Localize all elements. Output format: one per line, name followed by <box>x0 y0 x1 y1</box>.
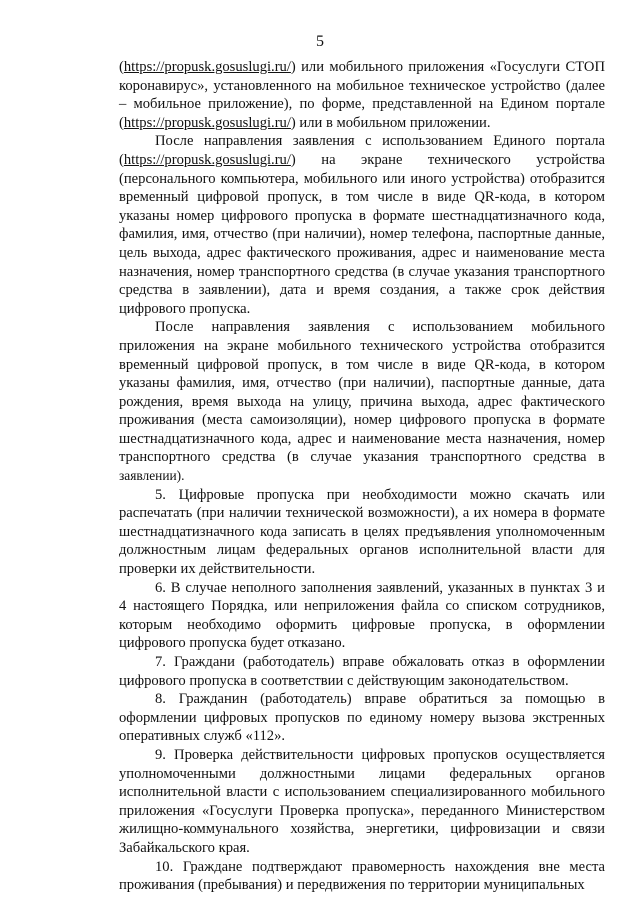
text-line: заявлении). <box>119 468 185 484</box>
text-line: цифрового пропуска. <box>119 300 251 317</box>
paragraph <box>119 318 605 485</box>
text-line: цель выхода, адрес фактического проживания, адрес и наименование места <box>119 244 605 261</box>
text-line: (https://propusk.gosuslugi.ru/) или в мобильном приложении. <box>119 114 491 131</box>
text-line: распечатать (при наличии технической возможности), а их номера в формате <box>119 505 605 522</box>
text-line: После направления заявления с использованием мобильного <box>155 319 605 336</box>
text-line: – мобильное приложение), по форме, представленной на Едином портале <box>119 96 605 113</box>
text-line: 7. Граждани (работодатель) вправе обжаловать отказ в оформлении <box>155 654 605 670</box>
paragraph <box>119 579 605 653</box>
text-line: должностным лицам федеральных органов исполнительной власти для <box>119 542 605 559</box>
page-number: 5 <box>316 33 324 50</box>
text-line: назначения, номер транспортного средства (в случае указания транспортного <box>119 263 605 280</box>
text-line: 5. Цифровые пропуска при необходимости можно скачать или <box>155 486 605 503</box>
paragraph <box>119 58 605 132</box>
text-line: (https://propusk.gosuslugi.ru/) или мобильного приложения «Госуслуги СТОП <box>119 59 605 75</box>
paragraph <box>119 690 605 746</box>
text-line: рождения, время выхода на улицу, причина выхода, адрес фактического <box>119 393 605 410</box>
text-line: транспортного средства (в случае указания транспортного средства в <box>119 449 605 466</box>
text-line: указаны фамилия, имя, отчество (при наличии), паспортные данные, дата <box>119 375 605 392</box>
text-line: проверки их действительности. <box>119 561 316 578</box>
paragraph <box>119 653 605 690</box>
text-line: которым необходимо оформить цифровые пропуска, в оформлении <box>119 616 605 633</box>
text-line: 10. Граждане подтверждают правомерность нахождения вне места <box>155 858 605 875</box>
gosuslugi-link[interactable]: https://propusk.gosuslugi.ru/ <box>123 151 291 168</box>
paragraph <box>119 746 605 858</box>
text-line: 9. Проверка действительности цифровых пропусков осуществляется <box>155 746 605 763</box>
text-line: средства в заявлении), дата и время создания, а также срок действия <box>119 282 605 299</box>
gosuslugi-link[interactable]: https://propusk.gosuslugi.ru/ <box>123 114 291 131</box>
text-line: (https://propusk.gosuslugi.ru/) на экране технического устройства <box>119 151 605 168</box>
text-line: 4 настоящего Порядка, или неприложения файла со списком сотрудников, <box>119 598 605 615</box>
text-line: шестнадцатизначного кода записать в целях предъявления уполномоченным <box>119 523 605 540</box>
document-body <box>119 58 605 895</box>
text-line: временный цифровой пропуск, в том числе в виде QR-кода, в котором <box>119 189 605 206</box>
text-line: оперативных служб «112». <box>119 728 286 745</box>
text-line: жилищно-коммунального хозяйства, энергетики, цифровизации и связи <box>119 821 605 838</box>
text-line: оформлении цифровых пропусков по единому номеру вызова экстренных <box>119 709 605 726</box>
paragraph <box>119 486 605 579</box>
text-line: уполномоченными должностными лицами федеральных органов <box>119 765 605 782</box>
text-line: (персонального компьютера, мобильного или иного устройства) отобразится <box>119 170 605 187</box>
text-line: фамилия, имя, отчество (при наличии), номер телефона, паспортные данные, <box>119 226 605 243</box>
text-line: указаны номер цифрового пропуска в формате шестнадцатизначного кода, <box>119 207 605 224</box>
text-line: приложения на экране мобильного технического устройства отобразится <box>119 337 605 354</box>
text-line: 6. В случае неполного заполнения заявлений, указанных в пунктах 3 и <box>155 579 605 596</box>
paragraph <box>119 132 605 318</box>
text-line: После направления заявления с использованием Единого портала <box>155 133 605 150</box>
text-line: временный цифровой пропуск, в том числе в виде QR-кода, в котором <box>119 356 605 373</box>
text-line: приложения «Госуслуги Проверка пропуска», переданного Министерством <box>119 802 605 819</box>
text-line: цифрового пропуска в соответствии с действующим законодательством. <box>119 672 569 689</box>
text-line: проживания (пребывания) и передвижения по территории муниципальных <box>119 877 585 894</box>
text-line: 8. Гражданин (работодатель) вправе обратиться за помощью в <box>155 691 605 708</box>
text-line: цифрового пропуска будет отказано. <box>119 635 346 652</box>
text-line: шестнадцатизначного кода, адрес и наименование места назначения, номер <box>119 430 605 447</box>
text-line: коронавирус», установленного на мобильное техническое устройство (далее <box>119 77 605 94</box>
paragraph <box>119 858 605 895</box>
text-line: проживания (места самоизоляции), номер цифрового пропуска в формате <box>119 412 605 429</box>
text-line: Забайкальского края. <box>119 839 250 856</box>
gosuslugi-link[interactable]: https://propusk.gosuslugi.ru/ <box>123 59 291 75</box>
text-line: исполнительной власти с использованием специализированного мобильного <box>119 784 605 801</box>
